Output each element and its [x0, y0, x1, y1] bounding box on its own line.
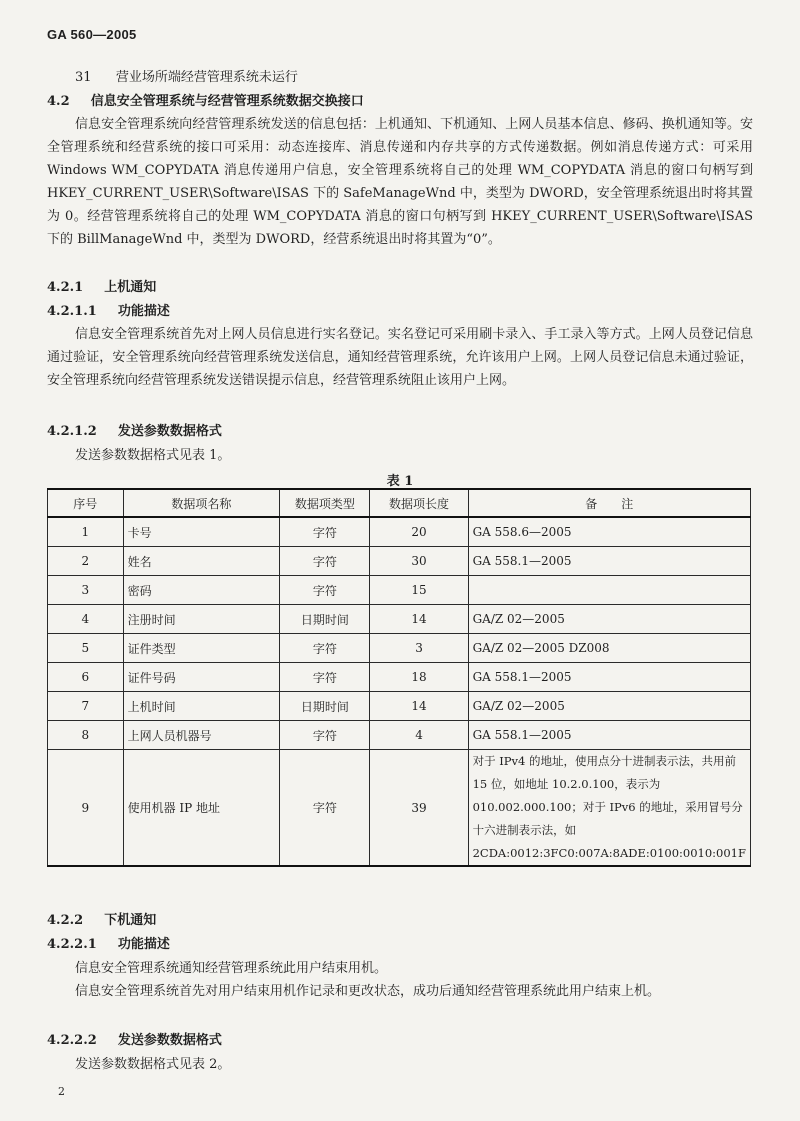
table-row: [48, 663, 751, 692]
cell-type: 日期时间: [280, 605, 370, 634]
cell-length: 18: [370, 663, 468, 692]
page-number: 2: [58, 1085, 65, 1098]
cell-note: GA 558.1—2005: [468, 721, 750, 750]
section-number: 4.2.2.1: [47, 937, 97, 952]
section-heading-4-2-1-1: [47, 304, 170, 319]
table-caption: 表 1: [386, 474, 414, 489]
cell-no: 6: [48, 663, 124, 692]
cell-length: 4: [370, 721, 468, 750]
table-row: [48, 547, 751, 576]
table-header-row: [48, 489, 751, 517]
cell-name: 姓名: [123, 547, 280, 576]
column-header-name: 数据项名称: [123, 489, 280, 517]
paragraph-block: [47, 980, 753, 1003]
column-header-length: 数据项长度: [370, 489, 468, 517]
section-number: 4.2.2.2: [47, 1033, 97, 1048]
table-row: [48, 692, 751, 721]
table-row: [48, 634, 751, 663]
standard-code: GA 560—2005: [47, 27, 137, 42]
list-item-31: [75, 70, 298, 85]
section-number: 4.2.1.2: [47, 424, 97, 439]
cell-type: 日期时间: [280, 692, 370, 721]
paragraph-block: [47, 323, 753, 392]
data-table: [47, 488, 751, 867]
cell-type: 字符: [280, 634, 370, 663]
cell-length: 14: [370, 605, 468, 634]
cell-no: 7: [48, 692, 124, 721]
section-title: 功能描述: [117, 304, 170, 319]
cell-length: 14: [370, 692, 468, 721]
section-number: 4.2.2: [47, 913, 84, 928]
cell-name: 卡号: [123, 517, 280, 547]
table-row: [48, 576, 751, 605]
cell-no: 2: [48, 547, 124, 576]
section-number: 4.2.1: [47, 280, 84, 295]
cell-type: 字符: [280, 517, 370, 547]
section-title: 信息安全管理系统与经营管理系统数据交换接口: [90, 94, 364, 109]
cell-name: 密码: [123, 576, 280, 605]
column-header-type: 数据项类型: [280, 489, 370, 517]
section-title: 发送参数数据格式: [117, 1033, 222, 1048]
table-row: [48, 605, 751, 634]
cell-length: 39: [370, 750, 468, 867]
table-row: [48, 750, 751, 867]
cell-length: 3: [370, 634, 468, 663]
section-heading-4-2-2: [47, 913, 156, 928]
paragraph: 信息安全管理系统通知经营管理系统此用户结束用机。: [75, 961, 388, 976]
paragraph-block: [47, 113, 753, 251]
cell-name: 注册时间: [123, 605, 280, 634]
section-heading-4-2: [47, 94, 364, 109]
item-number: 31: [75, 70, 92, 85]
table-row: [48, 721, 751, 750]
cell-no: 1: [48, 517, 124, 547]
paragraph: 信息安全管理系统首先对上网人员信息进行实名登记。实名登记可采用刷卡录入、手工录入等方式。上网人员登记信息通过验证，安全管理系统向经营管理系统发送信息，通知经营管理系统，允许该用户上网。上网人员登记信息未通过验证，安全管理系统向经营管理系统发送错误提示信息，经营管理系统阻止该用户上网。: [47, 327, 753, 388]
section-title: 下机通知: [104, 913, 157, 928]
cell-no: 8: [48, 721, 124, 750]
cell-note: GA/Z 02—2005: [468, 605, 750, 634]
section-title: 功能描述: [117, 937, 170, 952]
cell-no: 9: [48, 750, 124, 867]
cell-no: 5: [48, 634, 124, 663]
cell-length: 15: [370, 576, 468, 605]
cell-name: 使用机器 IP 地址: [123, 750, 280, 867]
cell-type: 字符: [280, 547, 370, 576]
section-heading-4-2-1-2: [47, 424, 222, 439]
section-number: 4.2: [47, 94, 70, 109]
item-text: 营业场所端经营管理系统未运行: [115, 70, 298, 85]
cell-length: 20: [370, 517, 468, 547]
cell-type: 字符: [280, 750, 370, 867]
table-row: [48, 517, 751, 547]
cell-no: 3: [48, 576, 124, 605]
cell-note: GA 558.1—2005: [468, 663, 750, 692]
cell-name: 证件类型: [123, 634, 280, 663]
cell-note: GA/Z 02—2005 DZ008: [468, 634, 750, 663]
section-number: 4.2.1.1: [47, 304, 97, 319]
cell-type: 字符: [280, 663, 370, 692]
section-title: 上机通知: [104, 280, 157, 295]
section-heading-4-2-2-2: [47, 1033, 222, 1048]
cell-name: 上网人员机器号: [123, 721, 280, 750]
cell-length: 30: [370, 547, 468, 576]
section-heading-4-2-1: [47, 280, 156, 295]
cell-note: 对于 IPv4 的地址，使用点分十进制表示法，共用前 15 位，如地址 10.2.0.100，表示为 010.002.000.100；对于 IPv6 的地址，采用冒号分十六进制表示法，如 2CDA:0012:3FC0:007A:8ADE:0100:0010:001F: [468, 750, 750, 867]
paragraph: 信息安全管理系统首先对用户结束用机作记录和更改状态，成功后通知经营管理系统此用户结束上机。: [75, 984, 661, 999]
column-header-no: 序号: [48, 489, 124, 517]
cell-note: GA 558.6—2005: [468, 517, 750, 547]
column-header-note: 备 注: [468, 489, 750, 517]
section-title: 发送参数数据格式: [117, 424, 222, 439]
section-heading-4-2-2-1: [47, 937, 170, 952]
paragraph: 信息安全管理系统向经营管理系统发送的信息包括：上机通知、下机通知、上网人员基本信息、修码、换机通知等。安全管理系统和经营系统的接口可采用：动态连接库、消息传递和内存共享的方式传递数据。例如消息传递方式：可采用 Windows WM_COPYDATA 消息传递用户信息，安全管理系统将自己的处理 WM_COPYDATA 消息的窗口句柄写到 HKEY_CURRENT_USER\Software\ISAS 下的 SafeManageWnd 中，类型为 DWORD，安全管理系统退出时将其置为 0。经营管理系统将自己的处理 WM_COPYDATA 消息的窗口句柄写到 HKEY_CURRENT_USER\Software\ISAS 下的 BillManageWnd 中，类型为 DWORD，经营系统退出时将其置为“0”。: [47, 117, 753, 247]
cell-note: GA 558.1—2005: [468, 547, 750, 576]
paragraph: 发送参数数据格式见表 2。: [75, 1057, 231, 1072]
cell-no: 4: [48, 605, 124, 634]
cell-name: 上机时间: [123, 692, 280, 721]
paragraph: 发送参数数据格式见表 1。: [75, 448, 231, 463]
cell-type: 字符: [280, 721, 370, 750]
cell-note: [468, 576, 750, 605]
cell-type: 字符: [280, 576, 370, 605]
cell-note: GA/Z 02—2005: [468, 692, 750, 721]
cell-name: 证件号码: [123, 663, 280, 692]
